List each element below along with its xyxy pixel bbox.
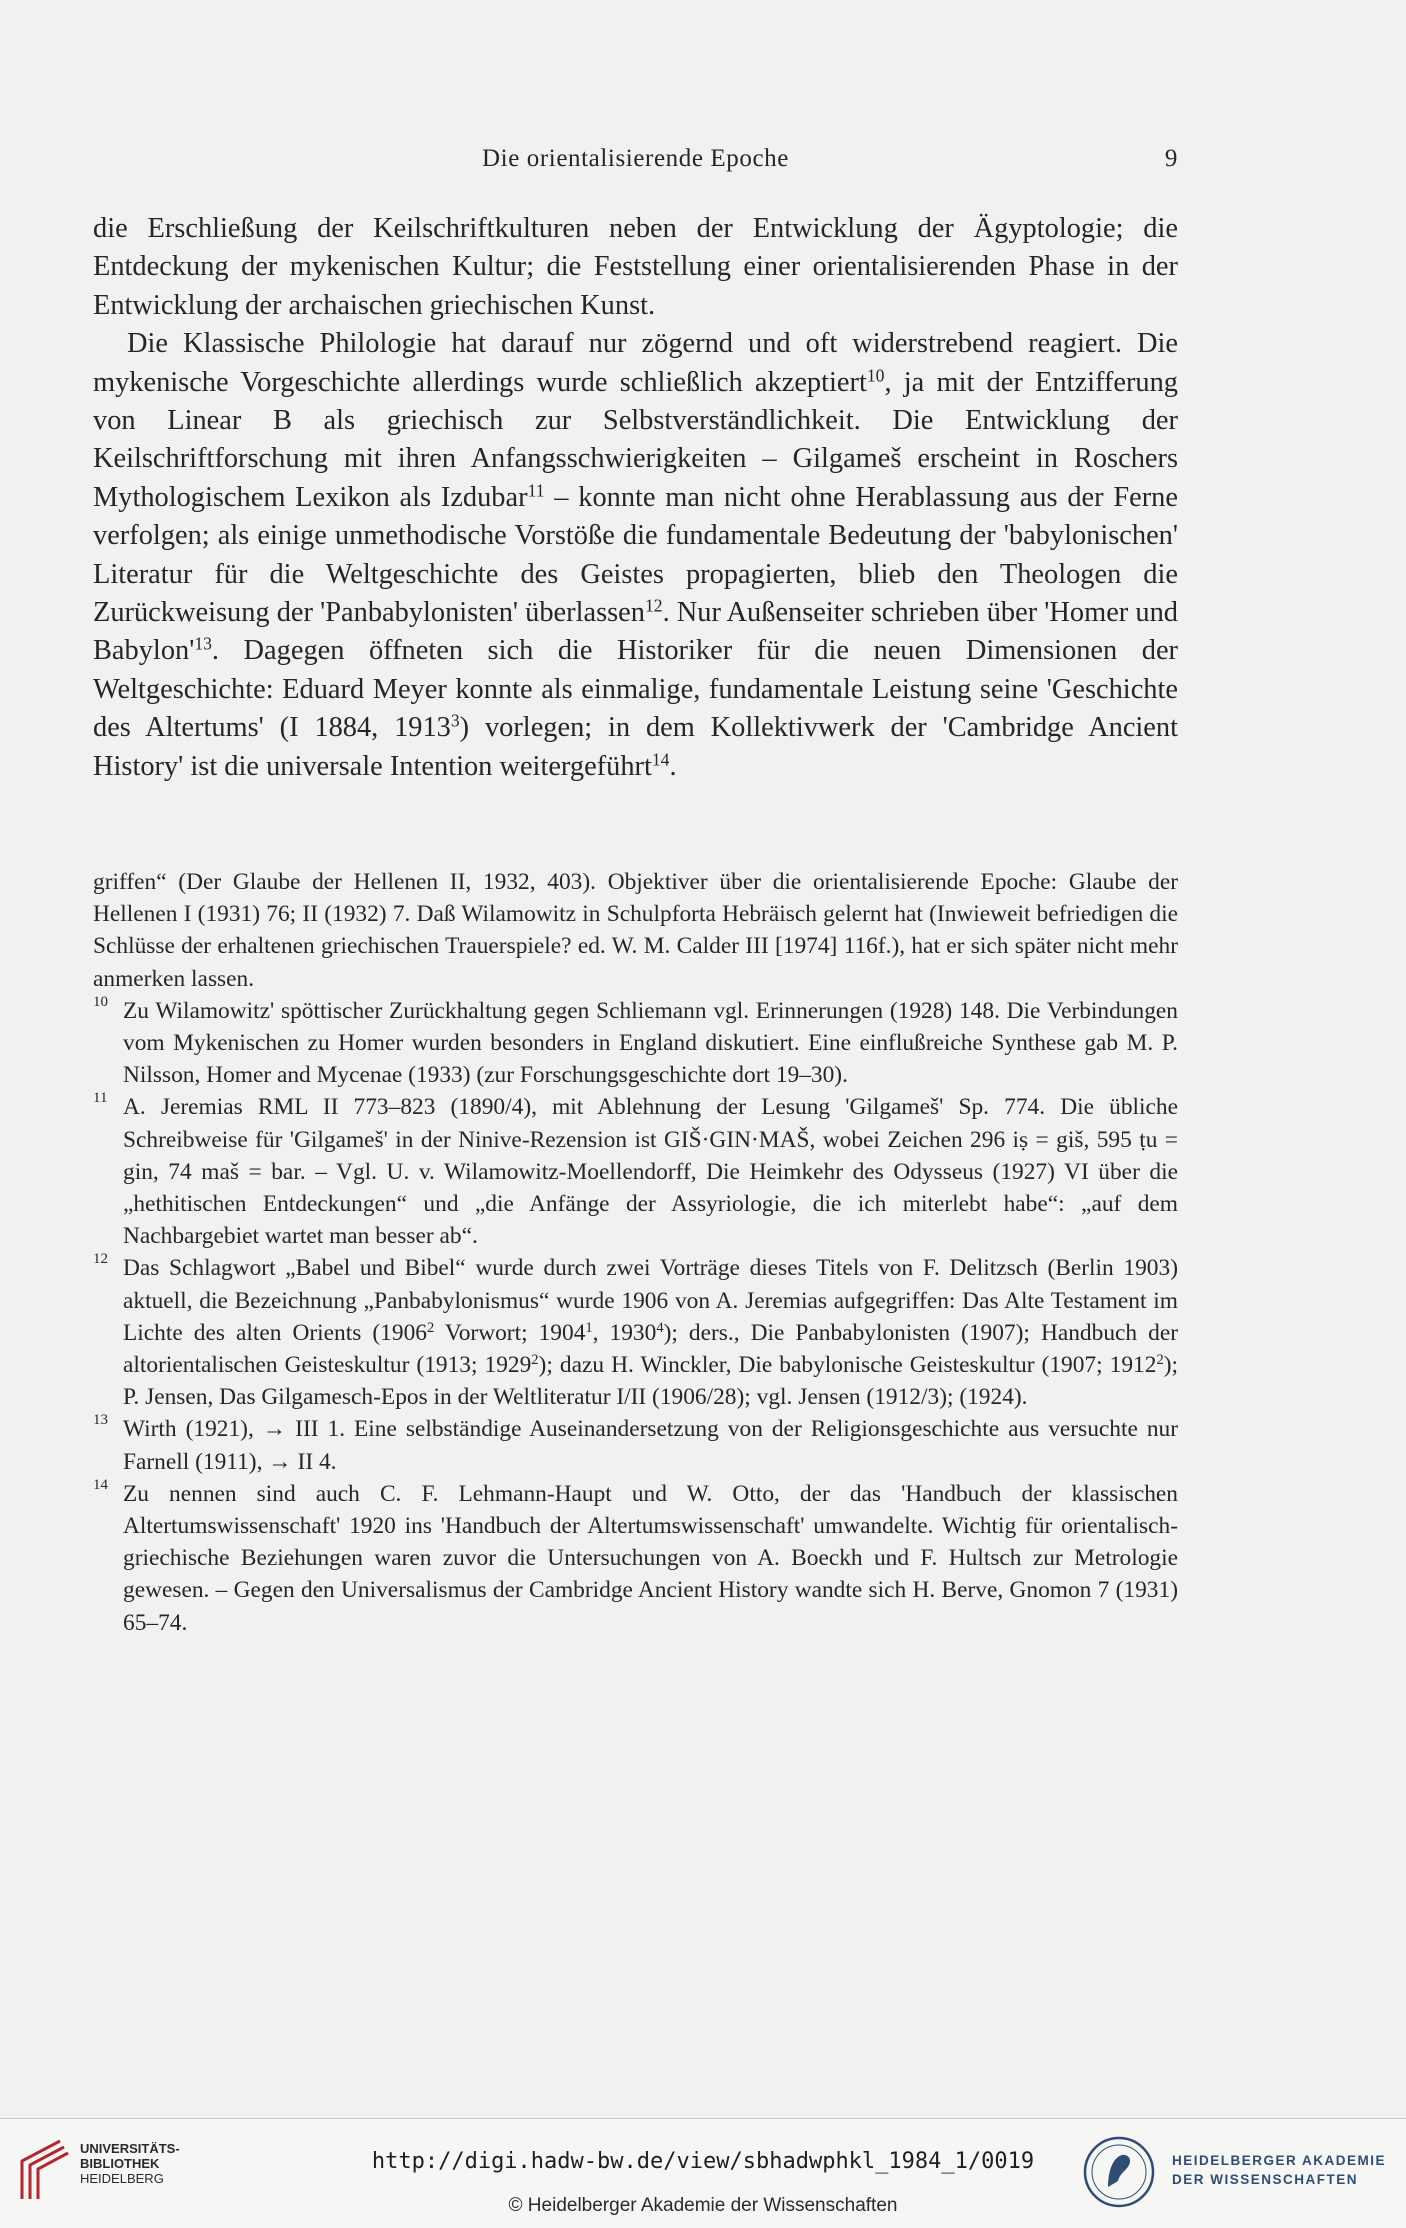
- academy-label: HEIDELBERGER AKADEMIE DER WISSENSCHAFTEN: [1172, 2153, 1387, 2187]
- footnote-10: 10 Zu Wilamowitz' spöttischer Zurückhaltung gegen Schliemann vgl. Erinnerungen (1928) 148. Die Verbindungen vom Mykenischen zu Homer wurden besonders in England diskutiert. Eine einflußreiche Synthese gab M. P. Nilsson, Homer and Mycenae (1933) (zur Forschungsgeschichte dort 19–30).: [93, 993, 1178, 1089]
- footnote-number: 11: [93, 1090, 108, 1107]
- footnote-14: 14 Zu nennen sind auch C. F. Lehmann-Haupt und W. Otto, der das 'Handbuch der klassischen Altertumswissenschaft' 1920 ins 'Handbuch der Altertumswissenschaft' umwandelte. Wichtig für orientalisch-griechische Beziehungen waren zuvor die Untersuchungen von A. Boeckh und F. Hultsch zur Metrologie gewesen. – Gegen den Universalismus der Cambridge Ancient History wandte sich H. Berve, Gnomon 7 (1931) 65–74.: [93, 1476, 1178, 1636]
- academy-seal-icon: [1082, 2135, 1156, 2209]
- footnote-ref: 14: [651, 749, 670, 770]
- footnote-ref: 10: [866, 364, 885, 385]
- running-title: Die orientalisierende Epoche: [482, 145, 789, 172]
- permalink-url[interactable]: http://digi.hadw-bw.de/view/sbhadwphkl_1984_1/0019: [371, 2149, 1035, 2174]
- footnote-number: 14: [93, 1476, 108, 1493]
- footnote-ref: 13: [194, 633, 212, 654]
- main-text: [93, 210, 1178, 786]
- footnote-continued: griffen“ (Der Glaube der Hellenen II, 1932, 403). Objektiver über die orientalisierende Epoche: Glaube der Hellenen I (1931) 76; II (1932) 7. Daß Wilamowitz in Schulpforta Hebräisch gelernt hat (Inwieweit befriedigen die Schlüsse der erhaltenen griechischen Trauerspiele? ed. W. M. Calder III [1974] 116f.), hat er sich später nicht mehr anmerken lassen.: [93, 869, 1178, 992]
- footnote-number: 13: [93, 1412, 108, 1429]
- running-header: [93, 142, 1178, 176]
- footnotes: [93, 866, 1178, 1639]
- viewer-footer: [0, 2118, 1406, 2228]
- university-library-label: UNIVERSITÄTS- BIBLIOTHEK HEIDELBERG: [80, 2141, 180, 2186]
- copyright-notice: © Heidelberger Akademie der Wissenschaften: [508, 2195, 898, 2216]
- footnote-number: 12: [93, 1251, 108, 1268]
- paragraph: die Erschließung der Keilschriftkulturen neben der Entwicklung der Ägyptologie; die Entdeckung der mykenischen Kultur; die Feststellung einer orientalisierenden Phase in der Entwicklung der archaischen griechischen Kunst.: [93, 213, 1178, 321]
- footnote-ref: 12: [644, 595, 663, 616]
- footnote-number: 10: [93, 993, 108, 1010]
- edition-superscript: 3: [450, 710, 460, 731]
- footnote-11: 11 A. Jeremias RML II 773–823 (1890/4), mit Ablehnung der Lesung 'Gilgameš' Sp. 774. Die übliche Schreibweise für 'Gilgameš' in der Ninive-Rezension ist GIŠ·GIN·MAŠ, wobei Zeichen 296 iṣ = giš, 595 ṭu = gin, 74 maš = bar. – Vgl. U. v. Wilamowitz-Moellendorff, Die Heimkehr des Odysseus (1927) VI über die „hethitischen Entdeckungen“ und „die Anfänge der Assyriologie, die ich miterlebt habe“: „auf dem Nachbargebiet wartet man besser ab“.: [93, 1090, 1178, 1250]
- footnote-13: 13 Wirth (1921), → III 1. Eine selbständige Auseinandersetzung von der Religionsgeschichte aus versuchte nur Farnell (1911), → II 4.: [93, 1412, 1178, 1475]
- footnote-ref: 11: [527, 480, 545, 501]
- footnote-12: 12 Das Schlagwort „Babel und Bibel“ wurde durch zwei Vorträge dieses Titels von F. Delitzsch (Berlin 1903) aktuell, die Bezeichnung „Panbabylonismus“ wurde 1906 von A. Jeremias aufgegriffen: Das Alte Testament im Lichte des alten Orients (1906$^2$ Vorwort; 1904$^1$, 1930$^4$); ders., Die Panbabylonisten (1907); Handbuch der altorientalischen Geisteskultur (1913; 1929$^2$); dazu H. Winckler, Die babylonische Geisteskultur (1907; 1912$^2$); P. Jensen, Das Gilgamesch-Epos in der Weltliteratur I/II (1906/28); vgl. Jensen (1912/3); (1924).: [93, 1251, 1178, 1411]
- page-number: 9: [1164, 145, 1178, 172]
- paragraph: Die Klassische Philologie hat darauf nur zögernd und oft widerstrebend reagiert. Die mykenische Vorgeschichte allerdings wurde schließlich akzeptiert$^{10}$, ja mit der Entzifferung von Linear B als griechisch zur Selbstverständlichkeit. Die Entwicklung der Keilschriftforschung mit ihren Anfangsschwierigkeiten – Gilgameš erscheint in Roschers Mythologischem Lexikon als Izdubar$^{11}$ – konnte man nicht ohne Herablassung aus der Ferne verfolgen; als einige unmethodische Vorstöße die fundamentale Bedeutung der 'babylonischen' Literatur für die Weltgeschichte des Geistes propagierten, blieb den Theologen die Zurückweisung der 'Panbabylonisten' überlassen$^{12}$. Nur Außenseiter schrieben über 'Homer und $Babylon'^{13}$. Dagegen öffneten sich die Historiker für die neuen Dimensionen der Weltgeschichte: Eduard Meyer konnte als einmalige, fundamentale Leistung seine 'Geschichte des Altertums' (I 1884, 1913$^3$) vorlegen; in dem Kollektivwerk der 'Cambridge Ancient History' ist die universale Intention weitergeführt$^{14}$.: [93, 328, 1178, 782]
